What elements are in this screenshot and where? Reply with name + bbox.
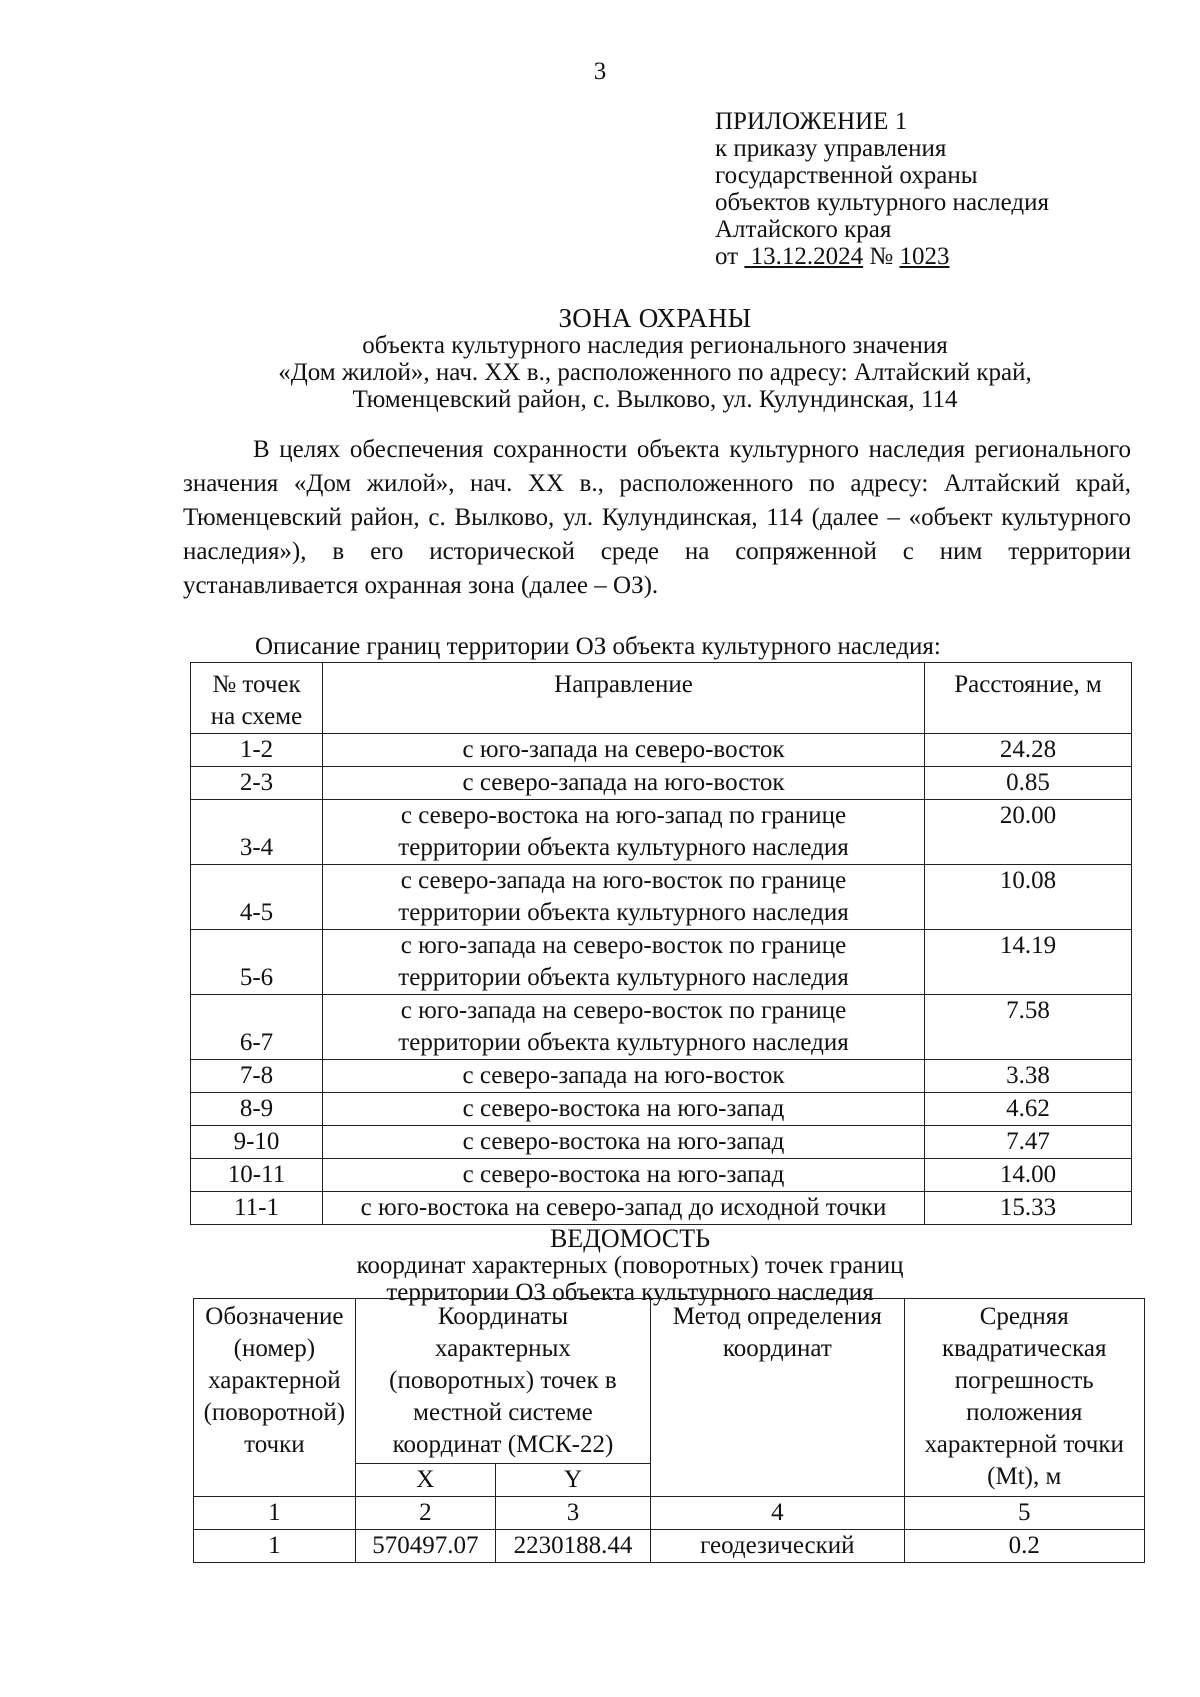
row-points: 11-1 [191, 1192, 323, 1225]
header-line: (поворотных) точек в [389, 1367, 617, 1394]
row-points: 10-11 [191, 1159, 323, 1192]
borders-table-header [191, 663, 1132, 734]
row-direction [323, 930, 925, 995]
header-line: Средняя [979, 1303, 1069, 1330]
row-direction [323, 767, 925, 800]
vedomost-title-block [0, 1225, 1200, 1306]
header-line: (Mt), м [987, 1463, 1062, 1490]
row-direction-line: территории объекта культурного наследия [398, 964, 849, 991]
row-direction [323, 1192, 925, 1225]
row-points: 1-2 [191, 734, 323, 767]
row-distance: 15.33 [925, 1192, 1132, 1225]
borders-table-caption: Описание границ территории ОЗ объекта культурного наследия: [255, 633, 941, 660]
table-row [191, 865, 1132, 930]
header-line: характерной точки [924, 1431, 1124, 1458]
row-direction [323, 800, 925, 865]
header-distance: Расстояние, м [925, 663, 1132, 734]
vedomost-subtitle-line: координат характерных (поворотных) точек границ [356, 1252, 904, 1279]
row-distance: 0.85 [925, 767, 1132, 800]
table-row [191, 1060, 1132, 1093]
header-method [651, 1299, 904, 1497]
row-direction-line: с северо-востока на юго-запад [462, 1128, 785, 1155]
column-number: 5 [904, 1497, 1144, 1530]
table-row [191, 1159, 1132, 1192]
row-direction [323, 1093, 925, 1126]
column-number: 4 [651, 1497, 904, 1530]
appendix-line: Алтайского края [715, 216, 892, 243]
header-designation [194, 1299, 356, 1497]
zone-title: ЗОНА ОХРАНЫ [558, 303, 752, 333]
column-number: 3 [495, 1497, 650, 1530]
cell-y: 2230188.44 [495, 1530, 650, 1563]
row-distance: 7.58 [925, 995, 1132, 1060]
header-line: характерной [208, 1367, 341, 1394]
row-direction-line: с юго-запада на северо-восток по границе [400, 997, 847, 1024]
row-direction [323, 995, 925, 1060]
header-line: координат (МСК-22) [392, 1431, 614, 1458]
header-coordinates [355, 1299, 650, 1464]
header-x: X [355, 1464, 495, 1497]
row-distance: 24.28 [925, 734, 1132, 767]
zone-subtitle-line: Тюменцевский район, с. Вылково, ул. Кулундинская, 114 [352, 386, 958, 413]
row-distance: 20.00 [925, 800, 1132, 865]
row-points: 4-5 [191, 865, 323, 930]
header-line: местной системе [413, 1399, 593, 1426]
row-points: 6-7 [191, 995, 323, 1060]
order-date-value: 13.12.2024 [750, 243, 864, 270]
zone-subtitle-line: объекта культурного наследия регионального значения [362, 332, 948, 359]
row-direction-line: территории объекта культурного наследия [398, 1029, 849, 1056]
row-direction [323, 865, 925, 930]
header-line: положения [966, 1399, 1083, 1426]
row-direction [323, 1159, 925, 1192]
header-line: Обозначение [205, 1303, 344, 1330]
table-row [191, 930, 1132, 995]
header-line: координат [722, 1335, 832, 1362]
table-row [191, 995, 1132, 1060]
order-number: 1023 [899, 243, 950, 270]
zone-title-block [0, 305, 1200, 413]
row-direction [323, 1060, 925, 1093]
cell-method: геодезический [651, 1530, 904, 1563]
header-points [191, 663, 323, 734]
row-direction-line: с северо-востока на юго-запад [462, 1161, 785, 1188]
row-direction-line: с юго-запада на северо-восток по границе [400, 932, 847, 959]
row-direction-line: с северо-востока на юго-запад [462, 1095, 785, 1122]
header-line: Метод определения [672, 1303, 882, 1330]
borders-table [190, 662, 1132, 1225]
cell-error: 0.2 [904, 1530, 1144, 1563]
header-points-line: № точек [212, 671, 301, 698]
cell-point: 1 [194, 1530, 356, 1563]
table-row [194, 1530, 1145, 1563]
row-direction-line: территории объекта культурного наследия [398, 834, 849, 861]
row-points: 5-6 [191, 930, 323, 995]
header-line: (поворотной) [203, 1399, 346, 1426]
appendix-line: к приказу управления [715, 135, 947, 162]
row-distance: 3.38 [925, 1060, 1132, 1093]
page-number: 3 [593, 58, 607, 85]
header-line: погрешность [954, 1367, 1094, 1394]
coords-header-row [194, 1299, 1145, 1464]
row-direction-line: с северо-запада на юго-восток [462, 1062, 785, 1089]
row-direction-line: с юго-востока на северо-запад до исходной точки [360, 1194, 887, 1221]
header-line: точки [244, 1431, 305, 1458]
row-direction-line: территории объекта культурного наследия [398, 899, 849, 926]
row-distance: 14.00 [925, 1159, 1132, 1192]
table-row [191, 1126, 1132, 1159]
row-points: 8-9 [191, 1093, 323, 1126]
row-points: 7-8 [191, 1060, 323, 1093]
appendix-block [715, 108, 1049, 270]
header-line: Координаты [437, 1303, 569, 1330]
table-row [191, 1093, 1132, 1126]
header-line: характерных [434, 1335, 571, 1362]
cell-x: 570497.07 [355, 1530, 495, 1563]
table-row [191, 1192, 1132, 1225]
table-row [191, 800, 1132, 865]
header-line: (номер) [233, 1335, 316, 1362]
order-date [744, 243, 863, 270]
column-number: 2 [355, 1497, 495, 1530]
row-distance: 7.47 [925, 1126, 1132, 1159]
row-distance: 14.19 [925, 930, 1132, 995]
row-points: 2-3 [191, 767, 323, 800]
table-row [191, 767, 1132, 800]
header-error [904, 1299, 1144, 1497]
row-direction-line: с юго-запада на северо-восток [462, 736, 785, 763]
row-points: 9-10 [191, 1126, 323, 1159]
header-points-line: на схеме [210, 703, 303, 730]
row-direction-line: с северо-востока на юго-запад по границе [400, 802, 847, 829]
row-points: 3-4 [191, 800, 323, 865]
number-prefix: № [869, 243, 894, 270]
row-direction [323, 734, 925, 767]
coordinates-table [193, 1298, 1145, 1563]
appendix-title: ПРИЛОЖЕНИЕ 1 [715, 108, 908, 135]
row-direction [323, 1126, 925, 1159]
intro-paragraph: В целях обеспечения сохранности объекта культурного наследия регионального значения «Дом жилой», нач. XX в., расположенного по адресу: Алтайский край, Тюменцевский район, с. Вылково, ул. Кулундинская, 114 (далее – «объект культурного наследия»), в его исторической среде на сопряженной с ним территории устанавливается охранная зона (далее – ОЗ). [183, 436, 1131, 599]
vedomost-subtitle-line: территории ОЗ объекта культурного наследия [386, 1279, 874, 1306]
vedomost-title: ВЕДОМОСТЬ [549, 1224, 711, 1253]
date-prefix: от [715, 243, 739, 270]
table-row [191, 734, 1132, 767]
row-distance: 4.62 [925, 1093, 1132, 1126]
appendix-line: объектов культурного наследия [715, 189, 1049, 216]
column-number-row [194, 1497, 1145, 1530]
appendix-line: государственной охраны [715, 162, 978, 189]
header-line: квадратическая [942, 1335, 1107, 1362]
column-number: 1 [194, 1497, 356, 1530]
header-direction: Направление [323, 663, 925, 734]
zone-subtitle-line: «Дом жилой», нач. XX в., расположенного по адресу: Алтайский край, [278, 359, 1032, 386]
row-distance: 10.08 [925, 865, 1132, 930]
row-direction-line: с северо-запада на юго-восток [462, 769, 785, 796]
appendix-date-line [715, 243, 1049, 270]
header-y: Y [495, 1464, 650, 1497]
row-direction-line: с северо-запада на юго-восток по границе [400, 867, 847, 894]
